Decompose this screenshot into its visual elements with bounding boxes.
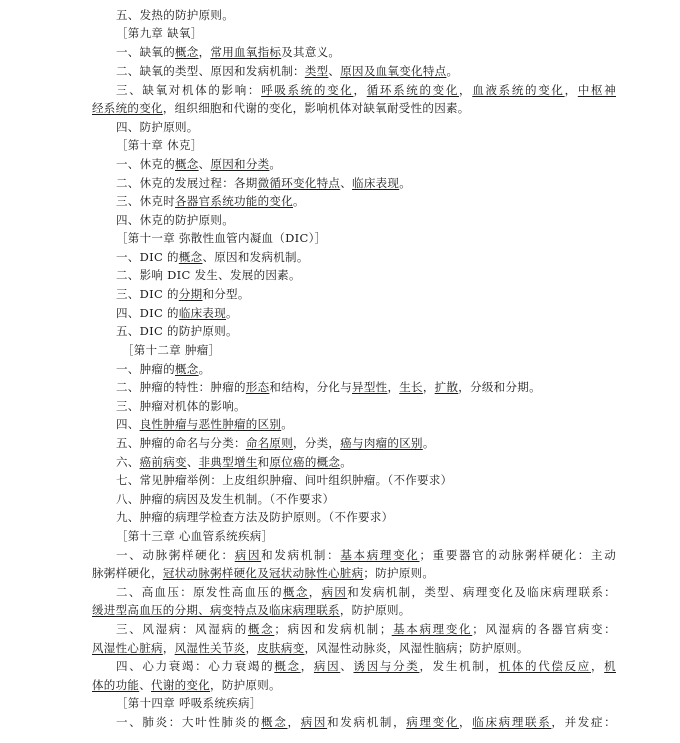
text-segment: 三、风湿病：风湿病的 [116,622,248,636]
text-segment: ， [564,83,578,97]
underlined-term: 类型 [304,64,329,78]
text-segment: 、 [340,659,354,673]
text-segment: 二、影响 DIC 发生、发展的因素。 [116,268,301,282]
text-line [116,194,616,208]
text-line [92,603,592,617]
text-segment: ［第十三章 心血管系统疾病］ [116,529,274,543]
text-segment: ， [387,380,400,394]
text-line [116,510,616,524]
underlined-term: 良性肿瘤与恶性肿瘤的区别 [139,417,282,431]
text-segment: 一、动脉粥样硬化： [116,548,235,562]
text-line [116,715,616,729]
text-segment: ，发生机制， [419,659,499,673]
text-line [116,324,616,338]
underlined-term: 冠状动脉粥样硬化及冠状动脉性心脏病 [162,566,364,580]
text-segment: ，分类， [293,436,341,450]
text-line [116,213,616,227]
underlined-term: 概念 [175,45,199,59]
underlined-term: 异型性 [352,380,388,394]
underlined-term: 基本病理变化 [391,622,473,636]
text-segment: 八、肿瘤的病因及发生机制。（不作要求） [116,492,335,506]
text-segment: 六、 [116,455,140,469]
underlined-term: 病因 [313,659,341,673]
underlined-term: 概念 [175,362,199,376]
text-line [116,492,616,506]
text-line [116,696,616,710]
text-segment: 和发病机制， [327,715,407,729]
text-segment: 二、肿瘤的特性：肿瘤的 [116,380,246,394]
text-segment: 。 [198,362,211,376]
text-line [116,64,616,78]
text-line [116,399,616,413]
text-segment: ［第十一章 弥散性血管内凝血（DIC）］ [116,231,327,245]
text-line [92,641,592,655]
text-line [116,306,616,320]
text-segment: 。 [399,176,412,190]
text-segment: 。 [226,306,238,320]
underlined-term: 循环系统的变化 [366,83,460,97]
text-segment: 四、DIC 的 [116,306,179,320]
underlined-term: 临床表现 [352,176,400,190]
text-segment: 三、肿瘤对机体的影响。 [116,399,246,413]
text-segment: ， [459,83,473,97]
underlined-term: 原因及血氧变化特点 [340,64,447,78]
text-line [116,8,616,22]
underlined-term: 原位癌的概念 [269,455,341,469]
text-segment: 、 [340,176,353,190]
text-line [116,138,616,152]
text-segment: ；防护原则。 [363,566,435,580]
text-line [92,678,592,692]
text-segment: 、 [139,678,152,692]
underlined-term: 概念 [178,250,203,264]
text-line [122,343,622,357]
underlined-term: 中枢神 [577,83,616,97]
text-segment: 一、休克的 [116,157,175,171]
text-segment: ，组织细胞和代谢的变化，影响机体对缺氧耐受性的因素。 [162,101,470,115]
text-segment: 二、高血压：原发性高血压的 [116,585,283,599]
text-line [116,455,616,469]
text-segment: 二、休克的发展过程：各期 [116,176,258,190]
text-segment: ，并发症： [551,715,616,729]
text-line [116,45,616,59]
underlined-term: 经系统的变化 [92,101,163,115]
underlined-term: 概念 [274,659,301,673]
text-line [116,120,616,134]
text-segment: 。 [293,194,305,208]
text-segment: 脉粥样硬化， [92,566,163,580]
underlined-term: 各器官系统功能的变化 [175,194,293,208]
text-line [116,585,616,599]
text-segment: 。 [340,455,353,469]
underlined-term: 常用血氧指标 [210,45,282,59]
text-segment: ， [198,45,211,59]
text-line [92,566,592,580]
underlined-term: 临床病理联系 [472,715,552,729]
text-line [116,287,616,301]
text-segment: ， [162,641,175,655]
underlined-term: 癌与肉瘤的区别 [340,436,423,450]
text-segment: 三、休克时 [116,194,175,208]
text-segment: ，风湿性动脉炎，风湿性脑病；防护原则。 [304,641,529,655]
text-segment: 和 [257,455,270,469]
underlined-term: 概念 [175,157,199,171]
text-segment: ，分级和分期。 [458,380,541,394]
underlined-term: 体的功能 [92,678,140,692]
text-segment: 和发病机制，类型、病理变化及临床病理联系： [347,585,616,599]
text-segment: ， [353,83,367,97]
underlined-term: 临床表现 [178,306,227,320]
underlined-term: 非典型增生 [198,455,258,469]
text-segment: ；重要器官的动脉粥样硬化：主动 [419,548,616,562]
text-segment: ， [459,715,473,729]
text-segment: 四、 [116,417,140,431]
text-segment: 、原因和发病机制。 [202,250,309,264]
underlined-term: 病因 [300,715,328,729]
text-line [116,176,616,190]
underlined-term: 风湿性心脏病 [92,641,163,655]
text-segment: 五、发热的防护原则。 [116,8,234,22]
text-segment: 二、缺氧的类型、原因和发病机制： [116,64,305,78]
text-line [116,436,616,450]
text-line [116,250,616,264]
text-segment: 五、DIC 的防护原则。 [116,324,238,338]
text-line [116,83,616,97]
text-segment: ［第十四章 呼吸系统疾病］ [116,696,262,710]
text-segment: 及其意义。 [281,45,341,59]
underlined-term: 原因和分类 [210,157,270,171]
underlined-term: 概念 [283,585,309,599]
text-segment: 三、缺氧对机体的影响： [116,83,262,97]
text-segment: 四、心力衰竭：心力衰竭的 [116,659,275,673]
underlined-term: 概念 [261,715,288,729]
text-segment: 。 [269,157,282,171]
underlined-term: 概念 [247,622,275,636]
text-segment: 七、常见肿瘤举例：上皮组织肿瘤、间叶组织肿瘤。（不作要求） [116,473,453,487]
text-segment: ， [308,585,322,599]
text-segment: 和结构，分化与 [269,380,353,394]
underlined-term: 病因 [321,585,348,599]
text-segment: 五、肿瘤的命名与分类： [116,436,246,450]
text-segment: 一、DIC 的 [116,250,179,264]
underlined-term: 缓进型高血压的分期、病变特点及临床病理联系 [92,603,340,617]
underlined-term: 病因 [234,548,262,562]
text-segment: ，防护原则。 [339,603,411,617]
text-segment: ［第十章 休克］ [116,138,203,152]
text-segment: ， [287,715,301,729]
text-segment: 四、防护原则。 [116,120,199,134]
underlined-term: 机体的代偿反应 [498,659,591,673]
text-segment: 九、肿瘤的病理学检查方法及防护原则。（不作要求） [116,510,394,524]
text-line [116,231,616,245]
underlined-term: 机 [604,659,616,673]
text-segment: 。 [281,417,294,431]
underlined-term: 血液系统的变化 [472,83,565,97]
text-line [116,26,616,40]
underlined-term: 病理变化 [406,715,460,729]
underlined-term: 风湿性关节炎 [174,641,246,655]
text-line [116,268,616,282]
text-line [116,548,616,562]
text-segment: 、 [186,455,199,469]
text-segment: ， [245,641,258,655]
underlined-term: 诱因与分类 [353,659,420,673]
text-segment: ， [422,380,435,394]
text-segment: 一、缺氧的 [116,45,175,59]
underlined-term: 癌前病变 [139,455,187,469]
text-line [116,659,616,673]
text-segment: 、 [198,157,211,171]
text-segment: 和分型。 [202,287,250,301]
underlined-term: 扩散 [434,380,459,394]
underlined-term: 代谢的变化 [151,678,211,692]
text-segment: ；风湿病的各器官病变： [472,622,616,636]
text-segment: ， [590,659,605,673]
text-segment: 一、肿瘤的 [116,362,175,376]
text-segment: 三、DIC 的 [116,287,179,301]
text-line [116,529,616,543]
text-line [116,380,616,394]
text-line [116,157,616,171]
underlined-term: 分期 [178,287,203,301]
text-line [116,362,616,376]
underlined-term: 形态 [245,380,270,394]
text-segment: ［第九章 缺氧］ [116,26,203,40]
text-segment: 。 [446,64,459,78]
underlined-term: 基本病理变化 [340,548,420,562]
text-segment: ，防护原则。 [210,678,281,692]
underlined-term: 生长 [399,380,423,394]
text-segment: 四、休克的防护原则。 [116,213,234,227]
text-segment: 一、肺炎：大叶性肺炎的 [116,715,262,729]
text-segment: 。 [422,436,435,450]
text-segment: 、 [328,64,341,78]
underlined-term: 命名原则 [245,436,294,450]
text-segment: ；病因和发病机制； [274,622,392,636]
text-segment: 和发病机制： [261,548,341,562]
text-line [116,622,616,636]
underlined-term: 微循环变化特点 [257,176,341,190]
underlined-term: 皮肤病变 [257,641,305,655]
text-line [116,417,616,431]
text-line [92,101,592,115]
text-line [116,473,616,487]
text-segment: ， [300,659,314,673]
text-segment: ［第十二章 肿瘤］ [122,343,221,357]
underlined-term: 呼吸系统的变化 [261,83,354,97]
